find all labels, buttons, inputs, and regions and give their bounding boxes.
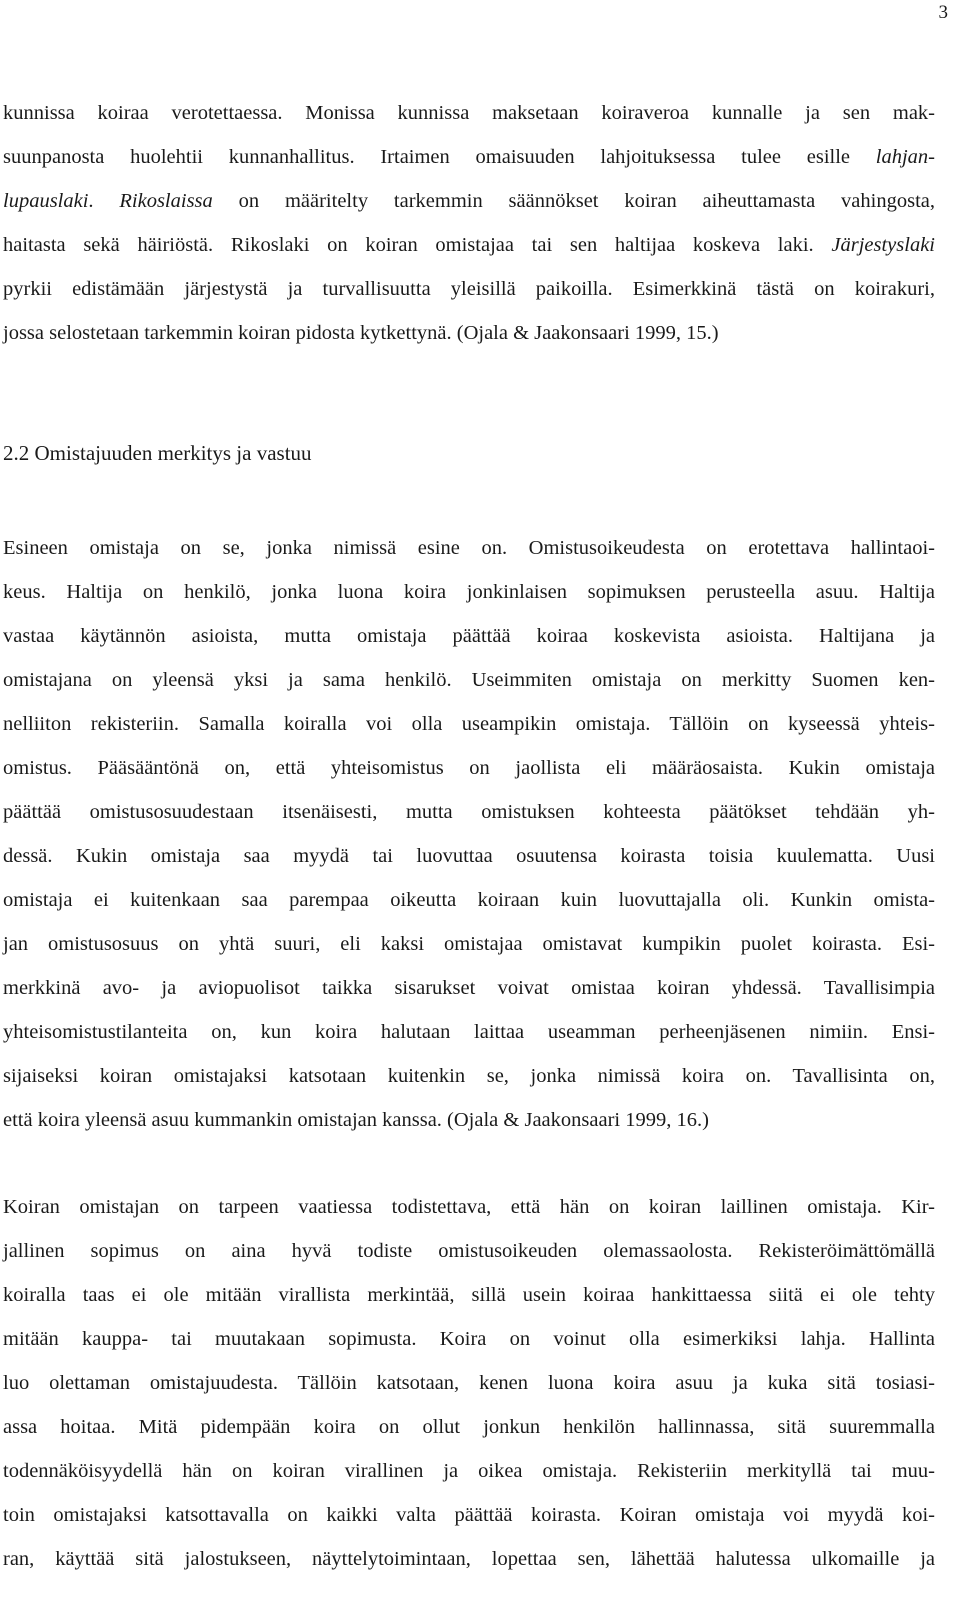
page-number: 3 bbox=[938, 2, 948, 23]
text-line: jallinen sopimus on aina hyvä todiste omistusoikeuden olemassaolosta. Rekisteröimättömällä bbox=[3, 1240, 935, 1262]
text-line: sijaiseksi koiran omistajaksi katsotaan kuitenkin se, jonka nimissä koira on. Tavallisinta on, bbox=[3, 1065, 935, 1087]
text-line bbox=[3, 142, 935, 172]
text-line: vastaa käytännön asioista, mutta omistaja päättää koiraa koskevista asioista. Haltijana ja bbox=[3, 625, 935, 647]
text-run: . bbox=[88, 190, 120, 212]
text-line: omistaja ei kuitenkaan saa parempaa oikeutta koiraan kuin luovuttajalla oli. Kunkin omista- bbox=[3, 889, 935, 911]
text-run: suunpanosta huolehtii kunnanhallitus. Irtaimen omaisuuden lahjoituksessa tulee esille bbox=[3, 146, 876, 168]
text-line: todennäköisyydellä hän on koiran virallinen ja oikea omistaja. Rekisteriin merkityllä tai muu- bbox=[3, 1460, 935, 1482]
section-heading: 2.2 Omistajuuden merkitys ja vastuu bbox=[3, 441, 312, 465]
text-line: että koira yleensä asuu kummankin omistajan kanssa. (Ojala & Jaakonsaari 1999, 16.) bbox=[3, 1109, 709, 1131]
italic-term: lupauslaki bbox=[3, 190, 89, 212]
text-line: toin omistajaksi katsottavalla on kaikki valta päättää koirasta. Koiran omistaja voi myydä koi- bbox=[3, 1504, 935, 1526]
text-line: dessä. Kukin omistaja saa myydä tai luovuttaa osuutensa koirasta toisia kuulematta. Uusi bbox=[3, 845, 935, 867]
text-line: merkkinä avo- ja aviopuolisot taikka sisarukset voivat omistaa koiran yhdessä. Tavallisimpia bbox=[3, 977, 935, 999]
text-line: päättää omistusosuudestaan itsenäisesti, mutta omistuksen kohteesta päätökset tehdään yh- bbox=[3, 801, 935, 823]
text-line: Koiran omistajan on tarpeen vaatiessa todistettava, että hän on koiran laillinen omistaja. Kir- bbox=[3, 1196, 935, 1218]
text-line: luo olettaman omistajuudesta. Tällöin katsotaan, kenen luona koira asuu ja kuka sitä tosiasi- bbox=[3, 1372, 935, 1394]
text-line: koiralla taas ei ole mitään virallista merkintää, sillä usein koiraa hankittaessa siitä ei ole tehty bbox=[3, 1284, 935, 1306]
text-line: yhteisomistustilanteita on, kun koira halutaan laittaa useamman perheenjäsenen nimiin. Ensi- bbox=[3, 1021, 935, 1043]
italic-term: lahjan- bbox=[875, 146, 935, 168]
text-line: nelliiton rekisteriin. Samalla koiralla voi olla useampikin omistaja. Tällöin on kyseessä yhteis- bbox=[3, 713, 935, 735]
text-line bbox=[3, 230, 935, 260]
text-run: haitasta sekä häiriöstä. Rikoslaki on koiran omistajaa tai sen haltijaa koskeva laki. bbox=[3, 234, 814, 256]
text-run: on määritelty tarkemmin säännökset koiran aiheuttamasta vahingosta, bbox=[212, 190, 936, 212]
text-line: pyrkii edistämään järjestystä ja turvallisuutta yleisillä paikoilla. Esimerkkinä tästä on koirakuri, bbox=[3, 278, 935, 300]
text-line bbox=[3, 186, 935, 216]
text-line: kunnissa koiraa verotettaessa. Monissa kunnissa maksetaan koiraveroa kunnalle ja sen mak- bbox=[3, 102, 935, 124]
italic-term: Järjestyslaki bbox=[831, 234, 935, 256]
text-line: mitään kauppa- tai muutakaan sopimusta. Koira on voinut olla esimerkiksi lahja. Hallinta bbox=[3, 1328, 935, 1350]
text-line: ran, käyttää sitä jalostukseen, näyttelytoimintaan, lopettaa sen, lähettää halutessa ulkomaille ja bbox=[3, 1548, 935, 1570]
text-line: omistus. Pääsääntönä on, että yhteisomistus on jaollista eli määräosaista. Kukin omistaja bbox=[3, 757, 935, 779]
text-line: assa hoitaa. Mitä pidempään koira on ollut jonkun henkilön hallinnassa, sitä suuremmalla bbox=[3, 1416, 935, 1438]
text-line: jan omistusosuus on yhtä suuri, eli kaksi omistajaa omistavat kumpikin puolet koirasta. Esi- bbox=[3, 933, 935, 955]
text-line: keus. Haltija on henkilö, jonka luona koira jonkinlaisen sopimuksen perusteella asuu. Haltija bbox=[3, 581, 935, 603]
italic-term: Rikoslaissa bbox=[119, 190, 213, 212]
text-line: Esineen omistaja on se, jonka nimissä esine on. Omistusoikeudesta on erotettava hallintaoi- bbox=[3, 537, 935, 559]
text-line: jossa selostetaan tarkemmin koiran pidosta kytkettynä. (Ojala & Jaakonsaari 1999, 15.) bbox=[3, 322, 719, 344]
text-line: omistajana on yleensä yksi ja sama henkilö. Useimmiten omistaja on merkitty Suomen ken- bbox=[3, 669, 935, 691]
